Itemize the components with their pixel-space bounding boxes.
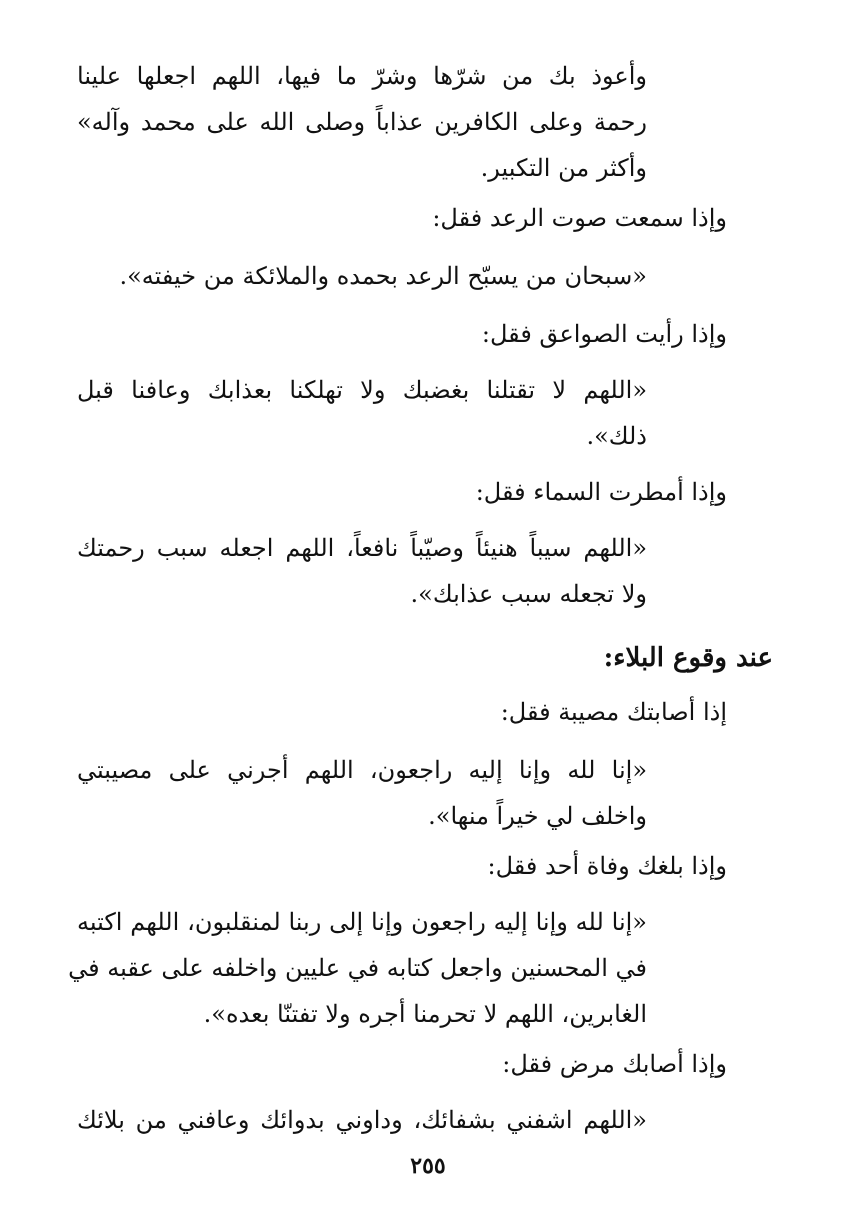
dua-calamity-line-2: واخلف لي خيراً منها». <box>428 802 647 830</box>
prompt-illness: وإذا أصابك مرض فقل: <box>502 1050 727 1078</box>
section-heading: عند وقوع البلاء: <box>603 643 773 673</box>
dua-death-line-3: الغابرين، اللهم لا تحرمنا أجره ولا تفتنّا بعده». <box>203 1000 647 1028</box>
dua-illness-line-1: «اللهم اشفني بشفائك، وداوني بدوائك وعافني من بلائك <box>77 1106 647 1134</box>
dua-lightning-line-2: ذلك». <box>586 422 647 450</box>
prompt-rain: وإذا أمطرت السماء فقل: <box>475 478 727 506</box>
prompt-death: وإذا بلغك وفاة أحد فقل: <box>487 852 727 880</box>
dua-death-line-1: «إنا لله وإنا إليه راجعون وإنا إلى ربنا لمنقلبون، اللهم اكتبه <box>77 908 647 936</box>
prompt-thunder: وإذا سمعت صوت الرعد فقل: <box>432 204 727 232</box>
prompt-lightning: وإذا رأيت الصواعق فقل: <box>481 320 727 348</box>
dua-rain-line-2: ولا تجعله سبب عذابك». <box>410 580 647 608</box>
text-line-1: وأعوذ بك من شرّها وشرّ ما فيها، اللهم اجعلها علينا <box>77 62 647 90</box>
text-line-2: رحمة وعلى الكافرين عذاباً وصلى الله على محمد وآله» <box>77 108 647 136</box>
dua-thunder: «سبحان من يسبّح الرعد بحمده والملائكة من خيفته». <box>119 262 647 290</box>
text-line-3: وأكثر من التكبير. <box>480 154 647 182</box>
prompt-calamity: إذا أصابتك مصيبة فقل: <box>500 698 727 726</box>
dua-death-line-2: في المحسنين واجعل كتابه في عليين واخلفه على عقبه في <box>68 954 647 982</box>
page-number: ٢٥٥ <box>410 1153 446 1179</box>
dua-calamity-line-1: «إنا لله وإنا إليه راجعون، اللهم أجرني على مصيبتي <box>77 756 647 784</box>
dua-rain-line-1: «اللهم سيباً هنيئاً وصيّباً نافعاً، اللهم اجعله سبب رحمتك <box>77 534 647 562</box>
dua-lightning-line-1: «اللهم لا تقتلنا بغضبك ولا تهلكنا بعذابك وعافنا قبل <box>77 376 647 404</box>
